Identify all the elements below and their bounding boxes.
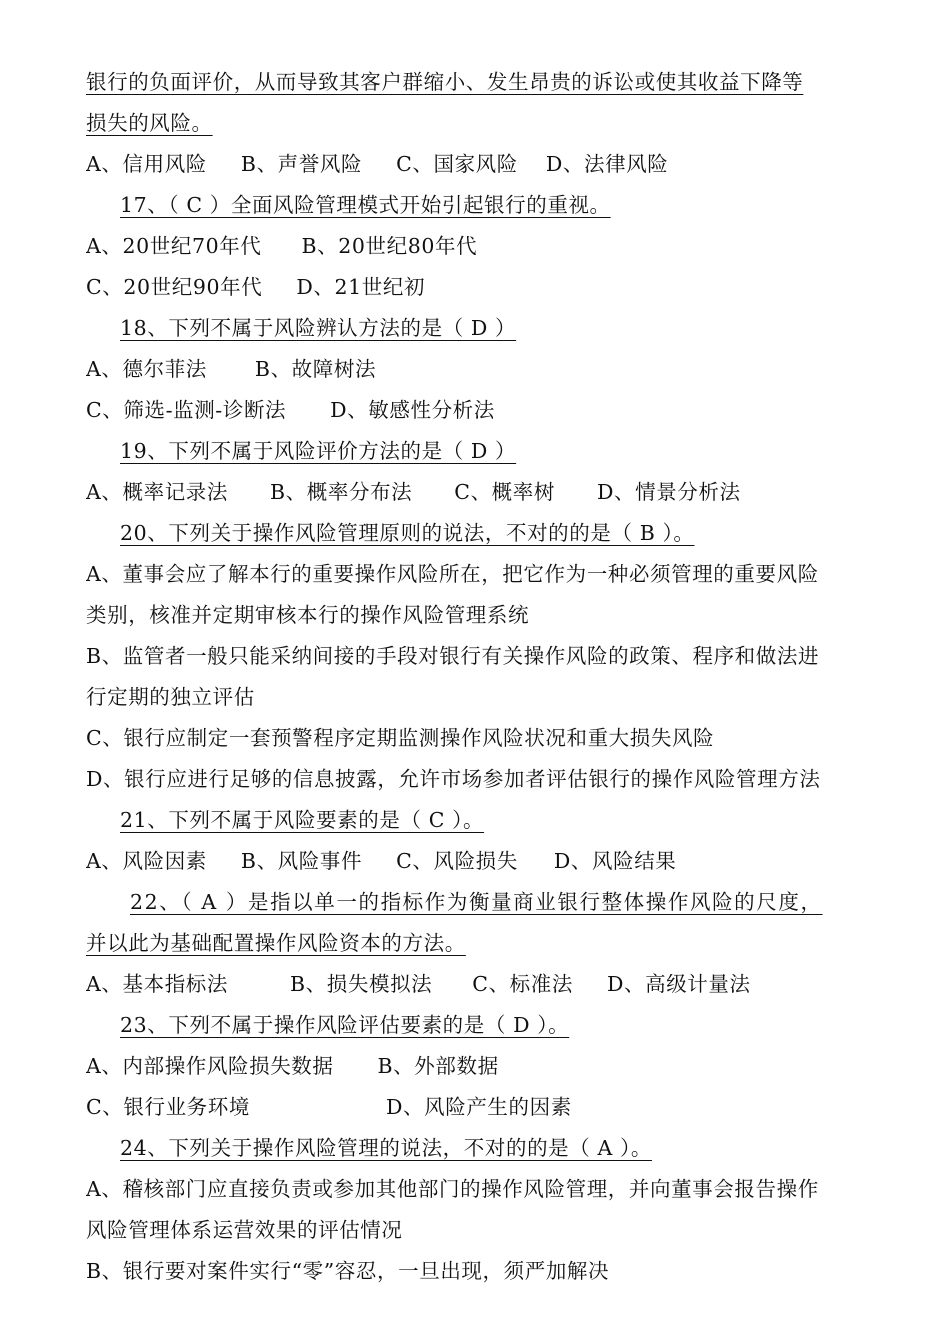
q23-options-row2 <box>86 1087 866 1128</box>
q19-option-c: C、概率树 <box>454 480 555 504</box>
q24-option-a-line2: 风险管理体系运营效果的评估情况 <box>86 1218 403 1242</box>
q16-options <box>86 144 866 185</box>
q16-option-c: C、国家风险 <box>396 152 518 176</box>
q20-option-c: C、银行应制定一套预警程序定期监测操作风险状况和重大损失风险 <box>86 726 715 750</box>
q19-option-b: B、概率分布法 <box>270 480 413 504</box>
q23-option-a: A、内部操作风险损失数据 <box>86 1054 334 1078</box>
q21-option-a: A、风险因素 <box>86 849 207 873</box>
q19-option-d: D、情景分析法 <box>596 480 741 504</box>
q22-option-b: B、损失模拟法 <box>290 972 433 996</box>
q19-stem: 19、下列不属于风险评价方法的是（ D ） <box>120 439 517 463</box>
q22-options <box>86 964 866 1005</box>
q24-option-b: B、银行要对案件实行“零”容忍，一旦出现，须严加解决 <box>86 1259 610 1283</box>
q16-stem-line1: 银行的负面评价，从而导致其客户群缩小、发生昂贵的诉讼或使其收益下降等 <box>86 70 804 94</box>
q22-option-c: C、标准法 <box>472 972 573 996</box>
q21-stem: 21、下列不属于风险要素的是（ C ）。 <box>120 808 485 832</box>
document-page <box>86 62 866 1292</box>
q19-options <box>86 472 866 513</box>
q22-option-d: D、高级计量法 <box>606 972 751 996</box>
q21-options <box>86 841 866 882</box>
q23-options-row1 <box>86 1046 866 1087</box>
q18-options-row1 <box>86 349 866 390</box>
q23-option-d: D、风险产生的因素 <box>386 1095 572 1119</box>
q18-stem: 18、下列不属于风险辨认方法的是（ D ） <box>120 316 517 340</box>
q16-option-b: B、声誉风险 <box>240 152 363 176</box>
q20-option-b-line1: B、监管者一般只能采纳间接的手段对银行有关操作风险的政策、程序和做法进 <box>86 644 820 668</box>
q24-stem: 24、下列关于操作风险管理的说法，不对的的是（ A ）。 <box>120 1136 652 1160</box>
q17-options-row1 <box>86 226 866 267</box>
q17-options-row2 <box>86 267 866 308</box>
q18-option-d: D、敏感性分析法 <box>330 398 495 422</box>
q22-stem-line2: 并以此为基础配置操作风险资本的方法。 <box>86 931 466 955</box>
q21-option-d: D、风险结果 <box>553 849 677 873</box>
q18-option-b: B、故障树法 <box>254 357 377 381</box>
q20-stem: 20、下列关于操作风险管理原则的说法，不对的的是（ B ）。 <box>120 521 695 545</box>
q19-option-a: A、概率记录法 <box>86 480 229 504</box>
q18-option-c: C、筛选-监测-诊断法 <box>86 398 287 422</box>
q18-option-a: A、德尔菲法 <box>86 357 207 381</box>
q22-stem-line1: 22、（ A ）是指以单一的指标作为衡量商业银行整体操作风险的尺度， <box>130 890 823 914</box>
q20-option-d: D、银行应进行足够的信息披露，允许市场参加者评估银行的操作风险管理方法 <box>86 767 821 791</box>
q20-option-a-line1: A、董事会应了解本行的重要操作风险所在，把它作为一种必须管理的重要风险 <box>86 562 819 586</box>
q16-option-a: A、信用风险 <box>86 152 207 176</box>
q21-option-b: B、风险事件 <box>240 849 363 873</box>
q17-option-a: A、20世纪70年代 <box>86 234 262 258</box>
q17-stem: 17、（ C ）全面风险管理模式开始引起银行的重视。 <box>120 193 611 217</box>
q17-option-c: C、20世纪90年代 <box>86 275 263 299</box>
q22-option-a: A、基本指标法 <box>86 972 229 996</box>
q18-options-row2 <box>86 390 866 431</box>
q20-option-b-line2: 行定期的独立评估 <box>86 685 255 709</box>
q24-option-a-line1: A、稽核部门应直接负责或参加其他部门的操作风险管理，并向董事会报告操作 <box>86 1177 819 1201</box>
q23-option-c: C、银行业务环境 <box>86 1095 250 1119</box>
q16-option-d: D、法律风险 <box>545 152 669 176</box>
q21-option-c: C、风险损失 <box>396 849 518 873</box>
q20-option-a-line2: 类别，核准并定期审核本行的操作风险管理系统 <box>86 603 530 627</box>
q23-option-b: B、外部数据 <box>377 1054 499 1078</box>
q17-option-d: D、21世纪初 <box>296 275 426 299</box>
q16-stem-line2: 损失的风险。 <box>86 111 213 135</box>
q23-stem: 23、下列不属于操作风险评估要素的是（ D ）。 <box>120 1013 570 1037</box>
q17-option-b: B、20世纪80年代 <box>301 234 478 258</box>
